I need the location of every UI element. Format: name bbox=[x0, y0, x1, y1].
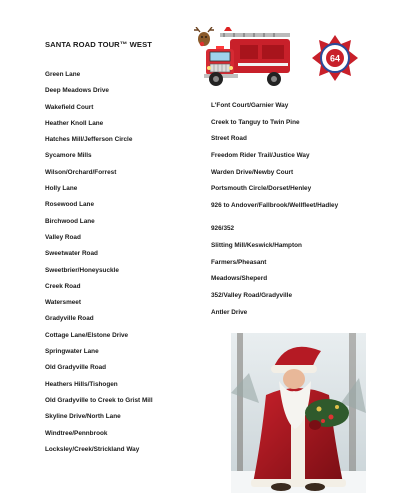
badge-number: 64 bbox=[329, 53, 341, 64]
street-item: Locksley/Creek/Strickland Way bbox=[45, 445, 140, 453]
street-item: Heather Knoll Lane bbox=[45, 119, 104, 127]
street-item: Wakefield Court bbox=[45, 103, 94, 111]
street-item: Sweetbrier/Honeysuckle bbox=[45, 266, 119, 274]
page-title: SANTA ROAD TOUR™ WEST bbox=[45, 40, 153, 49]
street-item: Antler Drive bbox=[211, 308, 248, 316]
santa-claus-image bbox=[231, 333, 366, 493]
street-item: Street Road bbox=[211, 135, 247, 143]
street-item: Green Lane bbox=[45, 71, 81, 78]
street-list-left bbox=[45, 71, 153, 462]
street-item: Cottage Lane/Elstone Drive bbox=[45, 331, 129, 339]
street-list-right bbox=[211, 102, 351, 325]
street-item: Watersmeet bbox=[45, 299, 81, 307]
street-item: Rosewood Lane bbox=[45, 201, 95, 209]
street-item: Farmers/Pheasant bbox=[211, 258, 267, 266]
street-item: Creek Road bbox=[45, 282, 81, 290]
street-item: Sweetwater Road bbox=[45, 250, 98, 258]
street-item: Meadows/Sheperd bbox=[211, 275, 268, 283]
street-item: Old Gradyville Road bbox=[45, 364, 107, 372]
street-item: Sycamore Mills bbox=[45, 152, 92, 160]
street-item: Warden Drive/Newby Court bbox=[211, 168, 294, 176]
street-item: Slitting Mill/Keswick/Hampton bbox=[211, 241, 302, 249]
street-item: 926 to Andover/Fallbrook/Wellfleet/Hadley bbox=[211, 202, 339, 210]
street-item: Holly Lane bbox=[45, 185, 78, 193]
street-item: 926/352 bbox=[211, 225, 235, 233]
street-item: Heathers Hills/Tishogen bbox=[45, 380, 118, 388]
street-item: Springwater Lane bbox=[45, 348, 99, 356]
street-item: Birchwood Lane bbox=[45, 217, 95, 225]
street-item: Skyline Drive/North Lane bbox=[45, 413, 121, 421]
street-item: Hatches Mill/Jefferson Circle bbox=[45, 136, 133, 144]
street-item: 352/Valley Road/Gradyville bbox=[211, 291, 292, 299]
street-item: Freedom Rider Trail/Justice Way bbox=[211, 152, 310, 160]
street-item: Wilson/Orchard/Forrest bbox=[45, 168, 117, 176]
street-item: Valley Road bbox=[45, 233, 81, 241]
street-item: Windtree/Pennbrook bbox=[45, 429, 108, 437]
street-item: Deep Meadows Drive bbox=[45, 87, 109, 95]
street-item: L'Font Court/Garnier Way bbox=[211, 102, 289, 109]
fire-truck-reindeer-illustration bbox=[190, 27, 296, 91]
fire-company-badge-logo bbox=[311, 34, 359, 82]
street-item: Creek to Tanguy to Twin Pine bbox=[211, 118, 300, 126]
street-item: Old Gradyville to Creek to Grist Mill bbox=[45, 396, 153, 404]
street-item: Portsmouth Circle/Dorset/Henley bbox=[211, 185, 312, 193]
street-item: Gradyville Road bbox=[45, 315, 94, 323]
